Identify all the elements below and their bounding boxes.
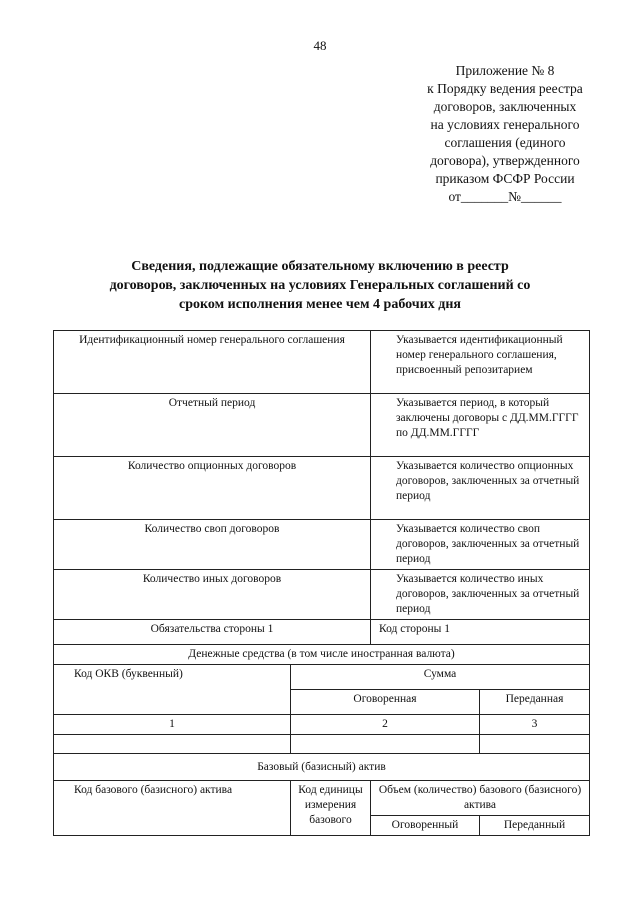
table-row — [54, 620, 590, 645]
column-number: 1 — [54, 715, 291, 735]
row-label: Отчетный период — [54, 394, 371, 457]
table-row — [54, 570, 590, 620]
table-row — [54, 457, 590, 520]
row-value: Указывается количество своп договоров, заключенных за отчетный период — [371, 520, 590, 570]
table-row — [54, 331, 590, 394]
appendix-line: соглашения (единого — [444, 135, 566, 150]
agreed-header: Оговоренная — [291, 690, 480, 715]
column-number: 3 — [480, 715, 590, 735]
table-row — [54, 394, 590, 457]
row-value: Код стороны 1 — [371, 620, 590, 645]
row-label: Обязательства стороны 1 — [54, 620, 371, 645]
table-row — [54, 735, 590, 754]
table-row — [54, 715, 590, 735]
title-line: договоров, заключенных на условиях Генеральных соглашений со — [109, 278, 531, 293]
section-base-asset: Базовый (базисный) актив — [54, 754, 590, 781]
agreed-volume-header: Оговоренный — [371, 816, 480, 836]
table-row — [54, 645, 590, 665]
column-number: 2 — [291, 715, 480, 735]
title-line: Сведения, подлежащие обязательному включению в реестр — [131, 259, 509, 274]
title-line: сроком исполнения менее чем 4 рабочих дня — [179, 297, 461, 312]
appendix-block — [400, 62, 610, 206]
transferred-header: Переданная — [480, 690, 590, 715]
table-row — [54, 520, 590, 570]
table-row — [54, 665, 590, 690]
empty-cell — [291, 735, 480, 754]
appendix-line: приказом ФСФР России — [435, 171, 575, 186]
registry-table — [53, 330, 590, 836]
okv-code-header: Код ОКВ (буквенный) — [54, 665, 291, 715]
appendix-line: на условиях генерального — [430, 117, 580, 132]
unit-code-header: Код единицы измерения базового — [291, 781, 371, 836]
section-cash: Денежные средства (в том числе иностранная валюта) — [54, 645, 590, 665]
appendix-line: от_______№______ — [448, 189, 562, 204]
table-row — [54, 781, 590, 816]
document-title — [70, 257, 570, 314]
table-row — [54, 754, 590, 781]
row-value: Указывается количество иных договоров, заключенных за отчетный период — [371, 570, 590, 620]
row-value: Указывается количество опционных договоров, заключенных за отчетный период — [371, 457, 590, 520]
row-label: Идентификационный номер генерального соглашения — [54, 331, 371, 394]
empty-cell — [54, 735, 291, 754]
amount-header: Сумма — [291, 665, 590, 690]
appendix-line: к Порядку ведения реестра — [427, 81, 583, 96]
row-value: Указывается период, в который заключены договоры с ДД.ММ.ГГГГ по ДД.ММ.ГГГГ — [371, 394, 590, 457]
transferred-volume-header: Переданный — [480, 816, 590, 836]
row-label: Количество своп договоров — [54, 520, 371, 570]
row-label: Количество иных договоров — [54, 570, 371, 620]
row-label: Количество опционных договоров — [54, 457, 371, 520]
page-number: 48 — [313, 38, 327, 53]
appendix-line: договоров, заключенных — [433, 99, 577, 114]
appendix-line: договора), утвержденного — [430, 153, 580, 168]
base-asset-code-header: Код базового (базисного) актива — [54, 781, 291, 836]
appendix-line: Приложение № 8 — [455, 63, 555, 78]
row-value: Указывается идентификационный номер генерального соглашения, присвоенный репозитарием — [371, 331, 590, 394]
base-volume-header: Объем (количество) базового (базисного) актива — [371, 781, 590, 816]
empty-cell — [480, 735, 590, 754]
